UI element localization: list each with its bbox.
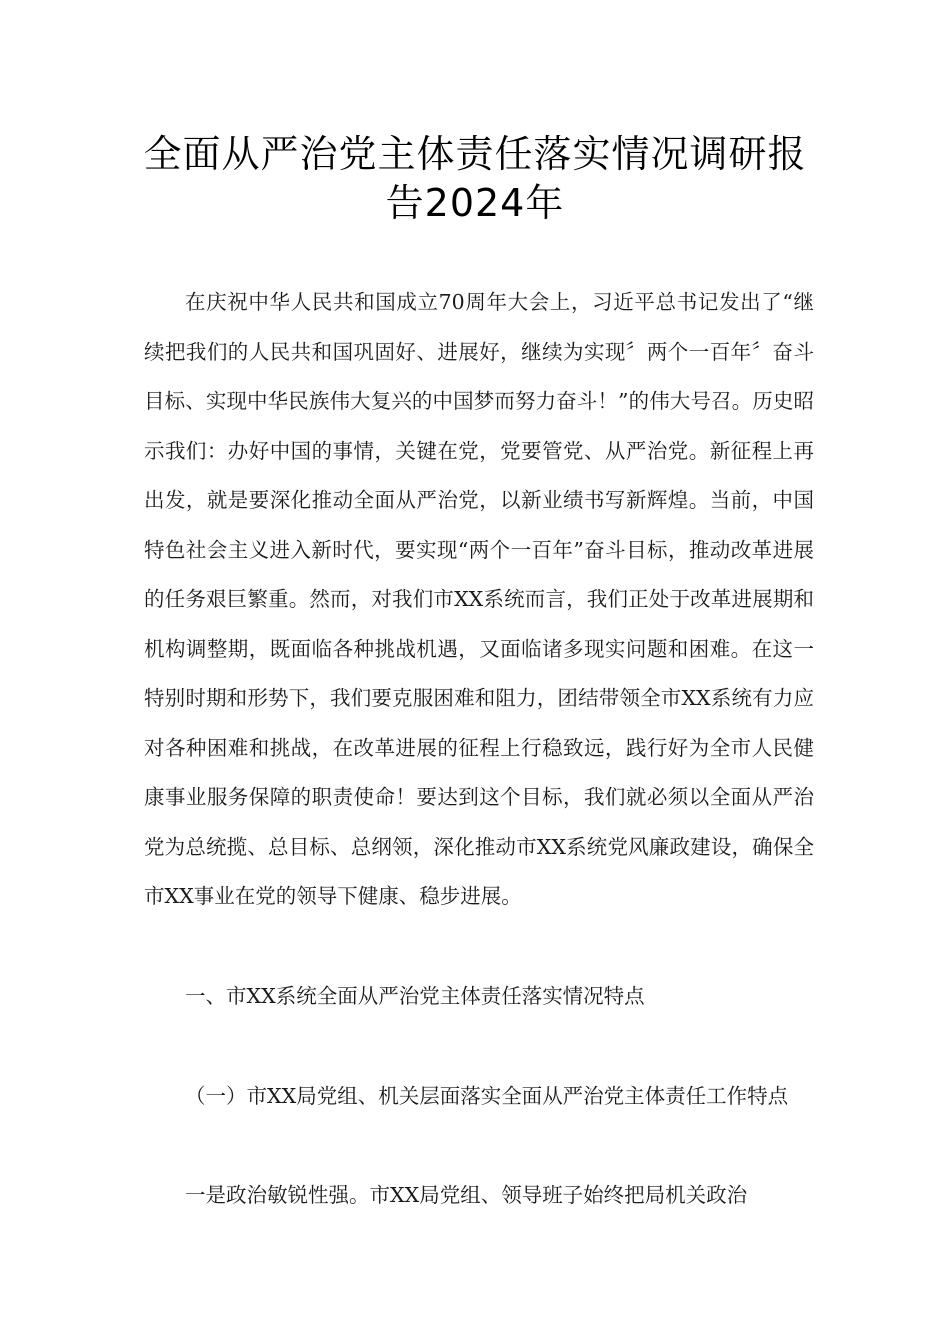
document-title-line-1: 全面从严治党主体责任落实情况调研报	[143, 132, 807, 176]
subsection-heading-1: （一）市XX局党组、机关层面落实全面从严治党主体责任工作特点	[185, 1084, 789, 1108]
section-heading-1: 一、市XX系统全面从严治党主体责任落实情况特点	[185, 984, 645, 1008]
body-paragraph-2: 一是政治敏锐性强。市XX局党组、领导班子始终把局机关政治	[185, 1183, 748, 1207]
document-title-line-2: 告2024年	[385, 181, 565, 225]
intro-paragraph: 在庆祝中华人民共和国成立70周年大会上，习近平总书记发出了“继续把我们的人民共和国巩固好、进展好，继续为实现〞两个一百年〞奋斗目标、实现中华民族伟大复兴的中国梦而努力奋斗！”的伟大号召。历史昭示我们：办好中国的事情，关键在党，党要管党、从严治党。新征程上再出发，就是要深化推动全面从严治党，以新业绩书写新辉煌。当前，中国特色社会主义进入新时代，要实现“两个一百年”奋斗目标，推动改革进展的任务艰巨繁重。然而，对我们市XX系统而言，我们正处于改革进展期和机构调整期，既面临各种挑战机遇，又面临诸多现实问题和困难。在这一特别时期和形势下，我们要克服困难和阻力，团结带领全市XX系统有力应对各种困难和挑战，在改革进展的征程上行稳致远，践行好为全市人民健康事业服务保障的职责使命！要达到这个目标，我们就必须以全面从严治党为总统揽、总目标、总纲领，深化推动市XX系统党风廉政建设，确保全市XX事业在党的领导下健康、稳步进展。	[144, 290, 814, 908]
